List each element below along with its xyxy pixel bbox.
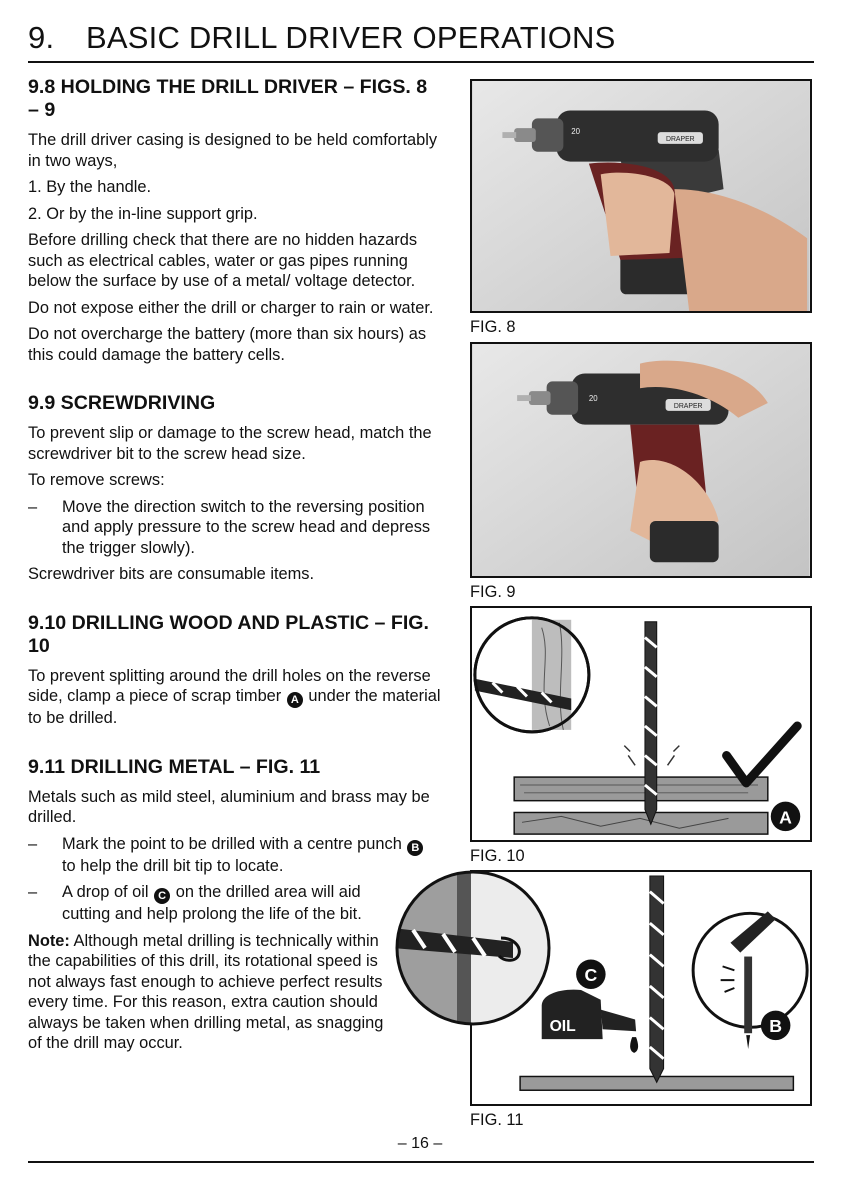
marker-b: B [407, 840, 423, 856]
metal-bullet-2-b: on the drilled area will aid cutting and help prolong the life of the bit. [62, 883, 362, 923]
fig-11-caption: FIG. 11 [470, 1111, 524, 1129]
drill-bit-magnifier [393, 868, 553, 1028]
brand-label: DRAPER [673, 402, 703, 410]
heading-9-8: 9.8 HOLDING THE DRILL DRIVER – FIGS. 8 – 9 [28, 76, 428, 121]
screwdriving-paragraph-2: To remove screws: [28, 471, 165, 489]
footer-divider [28, 1161, 814, 1163]
section-title: BASIC DRILL DRIVER OPERATIONS [86, 20, 616, 55]
screwdriving-paragraph-1: To prevent slip or damage to the screw head, match the screwdriver bit to the screw head size. [28, 424, 432, 463]
fig-10-caption: FIG. 10 [470, 847, 525, 865]
brand-label: DRAPER [665, 135, 695, 143]
rain-warning: Do not expose either the drill or charger to rain or water. [28, 298, 434, 317]
drill-bit-in-metal-closeup-icon [393, 868, 553, 1028]
holding-item-2: 2. Or by the in-line support grip. [28, 204, 258, 223]
fig-8-caption: FIG. 8 [470, 318, 516, 336]
screwdriving-bullet-text: Move the direction switch to the reversing position and apply pressure to the screw head and depress the trigger slowly). [62, 497, 431, 557]
figure-8 [470, 79, 812, 313]
note-paragraph [28, 931, 390, 1054]
drilling-wood-illustration [472, 608, 810, 840]
metal-bullet-2 [28, 882, 372, 925]
heading-9-10: 9.10 DRILLING WOOD AND PLASTIC – FIG. 10 [28, 611, 429, 657]
figure-10 [470, 606, 812, 842]
hazards-paragraph: Before drilling check that there are no hidden hazards such as electrical cables, water or gas pipes running below the surface by use of a metal/ voltage detector. [28, 231, 418, 290]
screwdriving-paragraph-3: Screwdriver bits are consumable items. [28, 565, 315, 583]
metal-bullet-1 [28, 834, 440, 877]
section-number: 9. [28, 20, 55, 55]
screwdriving-bullet [28, 497, 443, 559]
holding-intro: The drill driver casing is designed to be held comfortably in two ways, [28, 131, 438, 170]
drill-held-by-handle-illustration [472, 81, 810, 311]
note-label: Note: [28, 931, 70, 950]
fig-9-caption: FIG. 9 [470, 583, 516, 601]
wood-text-a: To prevent splitting around the drill holes on the reverse side, clamp a piece of scrap timber [28, 666, 431, 705]
wood-text-b: under the material to be drilled. [28, 687, 441, 727]
marker-c: C [154, 888, 170, 904]
oil-can-label: OIL [549, 1018, 576, 1036]
metal-bullet-2-a: A drop of oil [62, 883, 149, 901]
dash: – [28, 883, 38, 901]
text-column [28, 76, 443, 1060]
metal-bullet-1-a: Mark the point to be drilled with a centre punch [62, 834, 402, 853]
speed-mark: 20 [588, 394, 598, 404]
heading-9-9: 9.9 SCREWDRIVING [28, 392, 216, 414]
page-number: – 16 – [397, 1135, 443, 1152]
metal-paragraph: Metals such as mild steel, aluminium and brass may be drilled. [28, 787, 430, 826]
holding-item-1: 1. By the handle. [28, 178, 152, 196]
speed-mark: 20 [571, 127, 580, 137]
fig-11-label-c: C [584, 965, 598, 986]
overcharge-warning: Do not overcharge the battery (more than six hours) as this could damage the battery cells. [28, 325, 427, 364]
heading-9-11: 9.11 DRILLING METAL – FIG. 11 [28, 755, 321, 778]
dash: – [28, 497, 38, 516]
wood-paragraph [28, 666, 443, 729]
marker-a: A [287, 692, 303, 708]
page-title [28, 20, 615, 56]
figure-9 [470, 342, 812, 578]
metal-bullet-1-b: to help the drill bit tip to locate. [62, 856, 284, 875]
fig-10-label-a: A [779, 807, 792, 828]
dash: – [28, 834, 38, 853]
fig-11-label-b: B [769, 1016, 783, 1037]
note-text: Although metal drilling is technically within the capabilities of this drill, its rotational speed is not always fast enough to achieve perfect results every time. For this reason, extra caution should always be taken when drilling metal, as snagging of the drill may occur. [28, 931, 384, 1052]
title-divider [28, 61, 814, 63]
drill-held-by-support-grip-illustration [472, 344, 810, 576]
